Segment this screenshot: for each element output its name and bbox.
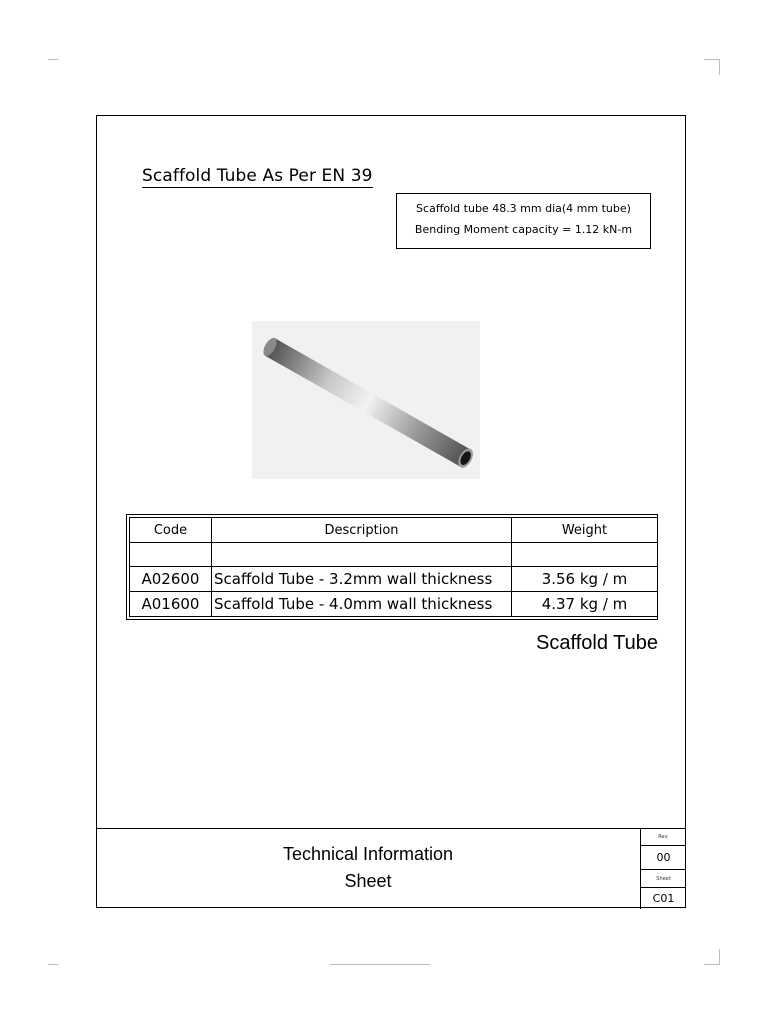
crop-mark	[48, 59, 58, 60]
table-header-row	[130, 518, 658, 543]
revision-cells	[640, 829, 686, 909]
product-table-grid	[129, 517, 658, 617]
steel-tube-icon	[252, 321, 480, 479]
title-block	[96, 828, 686, 908]
rev-value: 00	[641, 846, 686, 870]
crop-mark	[704, 964, 720, 965]
cell-description: Scaffold Tube - 3.2mm wall thickness	[212, 567, 512, 592]
crop-mark	[330, 964, 430, 965]
cell-weight: 4.37 kg / m	[512, 592, 658, 617]
product-caption: Scaffold Tube	[536, 632, 658, 654]
crop-mark	[48, 964, 58, 965]
sheet-label: Sheet	[641, 870, 686, 888]
cell-weight: 3.56 kg / m	[512, 567, 658, 592]
table-cell	[512, 543, 658, 567]
table-row-empty	[130, 543, 658, 567]
crop-mark	[704, 59, 720, 60]
table-row	[130, 567, 658, 592]
table-cell	[212, 543, 512, 567]
sheet-value: C01	[652, 892, 675, 905]
title-block-title: Technical Information	[282, 844, 454, 864]
product-table	[126, 514, 658, 620]
column-header-weight: Weight	[512, 518, 658, 543]
column-header-code: Code	[130, 518, 212, 543]
cell-code: A02600	[130, 567, 212, 592]
rev-label: Rev.	[641, 829, 686, 846]
product-image	[252, 321, 480, 479]
cell-description: Scaffold Tube - 4.0mm wall thickness	[212, 592, 512, 617]
column-header-description: Description	[212, 518, 512, 543]
title-block-subtitle: Sheet	[344, 871, 392, 891]
page-title: Scaffold Tube As Per EN 39	[142, 166, 373, 186]
spec-line-bending-moment: Bending Moment capacity = 1.12 kN-m	[414, 223, 633, 236]
crop-mark	[719, 949, 720, 965]
spec-line-diameter: Scaffold tube 48.3 mm dia(4 mm tube)	[416, 202, 631, 215]
cell-code: A01600	[130, 592, 212, 617]
crop-mark	[719, 59, 720, 75]
table-row	[130, 592, 658, 617]
table-cell	[130, 543, 212, 567]
spec-box	[396, 193, 651, 249]
